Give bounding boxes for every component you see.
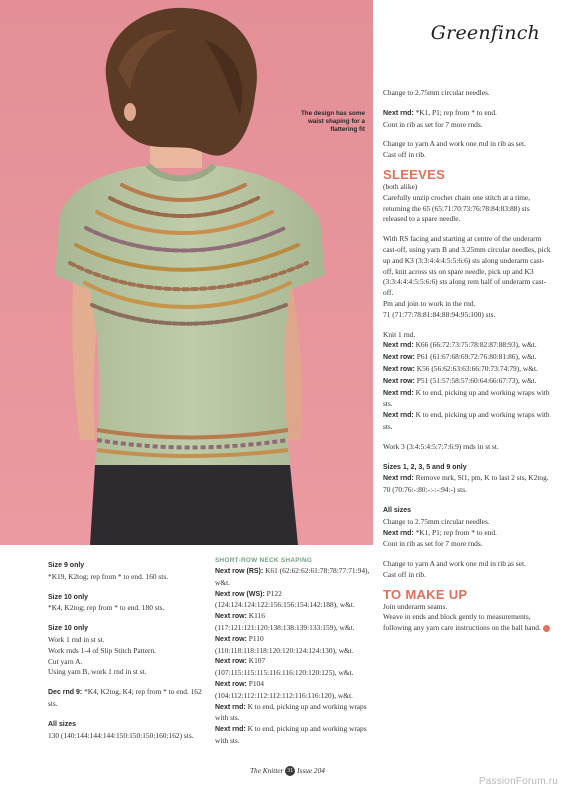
text-line: Change to yarn A and work one rnd in rib as set. xyxy=(383,139,526,149)
middle-column xyxy=(215,556,373,747)
text-line: *K19, K2tog; rep from * to end. 160 sts. xyxy=(48,571,169,581)
instruction: Next row: K107 (107:115:115:115:116:116:120:120:125), w&t. xyxy=(215,656,354,678)
magazine-name: The Knitter xyxy=(250,766,284,775)
instruction: Dec rnd 9: *K4, K2tog, K4; rep from * to end. 162 sts. xyxy=(48,687,202,708)
sweater-illustration xyxy=(0,0,373,545)
instruction: Next rnd: K to end, picking up and working wraps with sts. xyxy=(215,724,367,745)
text-line: Pm and join to work in the rnd. xyxy=(383,298,476,308)
instruction: Next row: P104 (104:112:112:112:112:112:116:116:120), w&t. xyxy=(215,678,353,700)
size-label: Size 10 only xyxy=(48,625,89,633)
instruction: Next row: P61 (61:67:68:69:72:76:80:81:86), w&t. xyxy=(383,352,537,362)
text-line: 71 (71:77:78:81:84:88:94:95:100) sts. xyxy=(383,309,496,319)
right-column xyxy=(383,88,553,634)
size-label: Sizes 1, 2, 3, 5 and 9 only xyxy=(383,463,467,471)
instruction: Next rnd: K to end, picking up and working wraps with sts. xyxy=(383,410,550,431)
text-line: Carefully unzip crochet chain one stitch at a time, returning the 65 (65:71:70:73:76:78:84:83:88) sts released to a spare needle. xyxy=(383,192,531,224)
text-line: Change to 2.75mm circular needles. xyxy=(383,88,490,97)
text-line: Change to yarn A and work one rnd in rib as set. xyxy=(383,559,526,569)
text-line: Join underarm seams. xyxy=(383,601,448,611)
instruction: Next row: P110 (110:118:118:118:120:120:124:124:130), w&t. xyxy=(215,633,354,655)
text-line: Work rnds 1-4 of Slip Stitch Pattern. xyxy=(48,645,156,655)
instruction: Next row: K56 (56:62:63:63:66:70:73:74:79), w&t. xyxy=(383,363,538,373)
pattern-title: Greenfinch xyxy=(430,22,540,44)
short-row-heading: SHORT-ROW NECK SHAPING xyxy=(215,557,313,564)
page-footer xyxy=(250,766,325,776)
text-line: (both alike) xyxy=(383,181,418,191)
text-line: Knit 1 rnd. xyxy=(383,329,416,339)
size-label: Size 10 only xyxy=(48,593,89,601)
instruction: Next row (WS): P122 (124:124:124:122:156:156:154:142:188), w&t. xyxy=(215,588,355,610)
text-line: *K4, K2tog; rep from * to end. 180 sts. xyxy=(48,603,165,613)
text-line: Work 3 (3:4:5:4:5:7:7:6:9) rnds in st st. xyxy=(383,441,499,451)
size-label: All sizes xyxy=(383,506,412,514)
size-label: All sizes xyxy=(48,720,77,728)
instruction: Next rnd: K66 (66:72:73:75:78:82:87:88:93), w&t. xyxy=(383,340,537,350)
text-line: 130 (140:144:144:144:150:150:150:160:162) sts. xyxy=(48,730,194,740)
size-label: Size 9 only xyxy=(48,562,85,569)
photo-caption: The design has some waist shaping for a flattering fit xyxy=(300,110,365,133)
text-line: Cont in rib as set for 7 more rnds. xyxy=(383,119,483,129)
text-line: With RS facing and starting at centre of the underarm cast-off, using yarn B and 3.25mm circular needles, pick up and K3 (3:3:4:4:4:5:5:6:6) sts along underarm cast-off, knit across sts on spare needle, pick up and K3 (3:3:4:4:4:5:5:6:6) sts along rem half of underarm cast-off. xyxy=(383,234,551,298)
make-up-heading: TO MAKE UP xyxy=(383,586,468,602)
text-line: Cont in rib as set for 7 more rnds. xyxy=(383,539,483,549)
text-line: Work 1 rnd in st st. xyxy=(48,634,105,644)
text-line: Cut yarn A. xyxy=(48,656,83,666)
sleeves-heading: SLEEVES xyxy=(383,166,446,182)
instruction: Next rnd: Remove mrk, Sl1, pm, K to last 2 sts, K2tog. xyxy=(383,473,549,483)
left-column xyxy=(48,560,203,741)
text-line: Cast off in rib. xyxy=(383,569,426,579)
instruction: Next rnd: *K1, P1; rep from * to end. xyxy=(383,527,497,537)
instruction: Next rnd: *K1, P1; rep from * to end. xyxy=(383,107,497,117)
instruction: Next rnd: K to end, picking up and working wraps with sts. xyxy=(215,701,367,723)
sweater-photo xyxy=(0,0,373,545)
text-line: 70 (70:76:-:80:-:-:-:94:-) sts. xyxy=(383,485,467,495)
issue-number: Issue 204 xyxy=(297,766,325,775)
instruction: Next row (RS): K61 (62:62:62:61:78:78:77:71:94), w&t. xyxy=(215,566,370,587)
text-line: Cast off in rib. xyxy=(383,150,426,160)
text-line: Change to 2.75mm circular needles. xyxy=(383,516,490,526)
text-line: Weave in ends and block gently to measurements, following any yarn care instructions on the ball band. xyxy=(383,612,553,634)
instruction: Next rnd: K to end, picking up and working wraps with sts. xyxy=(383,387,550,409)
end-mark-icon xyxy=(543,625,550,632)
text-line: Using yarn B, work 1 rnd in st st. xyxy=(48,667,147,677)
watermark: PassionForum.ru xyxy=(478,776,558,787)
page-number: 31 xyxy=(287,768,294,775)
instruction: Next row: K116 (117:121:121:120:138:138:139:133:159), w&t. xyxy=(215,611,355,632)
instruction: Next row: P51 (51:57:58:57:60:64:66:67:73), w&t. xyxy=(383,375,537,385)
